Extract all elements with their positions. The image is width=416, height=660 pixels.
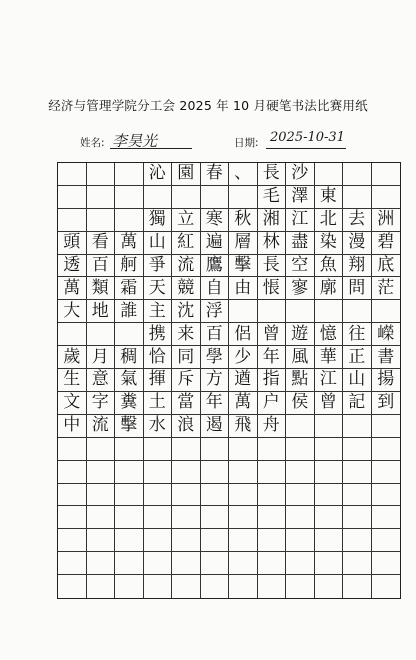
grid-cell [258, 575, 287, 598]
grid-cell: 百 [87, 255, 116, 278]
grid-cell [229, 300, 258, 323]
grid-cell: 舸 [115, 255, 144, 278]
grid-cell: 憶 [315, 323, 344, 346]
grid-cell [87, 552, 116, 575]
grid-cell [343, 461, 372, 484]
grid-cell: 底 [372, 255, 401, 278]
grid-cell: 長 [258, 255, 287, 278]
grid-cell: 、 [229, 163, 258, 186]
grid-cell [201, 529, 230, 552]
grid-cell [343, 484, 372, 507]
grid-cell [315, 461, 344, 484]
grid-cell [229, 461, 258, 484]
grid-cell: 揚 [372, 369, 401, 392]
grid-cell [115, 186, 144, 209]
grid-cell: 斥 [172, 369, 201, 392]
grid-cell: 紅 [172, 232, 201, 255]
grid-cell: 去 [343, 209, 372, 232]
writing-grid [57, 162, 401, 599]
grid-cell [115, 552, 144, 575]
date-underline [266, 148, 346, 149]
grid-cell: 類 [87, 277, 116, 300]
grid-cell [315, 484, 344, 507]
grid-cell [315, 300, 344, 323]
grid-cell [229, 552, 258, 575]
grid-cell: 魚 [315, 255, 344, 278]
grid-cell: 園 [172, 163, 201, 186]
grid-cell: 擊 [229, 255, 258, 278]
grid-cell [87, 209, 116, 232]
grid-cell: 霜 [115, 277, 144, 300]
grid-cell [58, 506, 87, 529]
grid-cell: 飛 [229, 415, 258, 438]
grid-cell: 悵 [258, 277, 287, 300]
grid-cell [144, 438, 173, 461]
grid-cell [372, 186, 401, 209]
grid-cell: 廓 [315, 277, 344, 300]
grid-cell [87, 323, 116, 346]
grid-cell: 問 [343, 277, 372, 300]
grid-cell: 江 [286, 209, 315, 232]
grid-cell [115, 163, 144, 186]
grid-cell: 染 [315, 232, 344, 255]
grid-cell: 土 [144, 392, 173, 415]
grid-cell [115, 323, 144, 346]
grid-cell [87, 186, 116, 209]
grid-cell: 點 [286, 369, 315, 392]
grid-cell [201, 186, 230, 209]
grid-cell [315, 529, 344, 552]
grid-cell: 東 [315, 186, 344, 209]
grid-cell [201, 438, 230, 461]
grid-cell [172, 461, 201, 484]
grid-cell [258, 461, 287, 484]
grid-cell [144, 552, 173, 575]
grid-cell: 書 [372, 346, 401, 369]
grid-cell [115, 506, 144, 529]
grid-cell: 由 [229, 277, 258, 300]
grid-cell: 沙 [286, 163, 315, 186]
grid-cell: 正 [343, 346, 372, 369]
grid-cell: 北 [315, 209, 344, 232]
grid-cell: 萬 [58, 277, 87, 300]
grid-cell [229, 186, 258, 209]
grid-cell: 獨 [144, 209, 173, 232]
grid-cell: 茫 [372, 277, 401, 300]
grid-cell [229, 575, 258, 598]
grid-cell: 空 [286, 255, 315, 278]
grid-cell [372, 163, 401, 186]
grid-cell [372, 506, 401, 529]
grid-cell [87, 484, 116, 507]
grid-cell: 爭 [144, 255, 173, 278]
grid-cell: 風 [286, 346, 315, 369]
grid-cell: 年 [258, 346, 287, 369]
grid-cell: 浮 [201, 300, 230, 323]
grid-cell: 學 [201, 346, 230, 369]
grid-cell [343, 300, 372, 323]
grid-cell [201, 552, 230, 575]
grid-cell: 意 [87, 369, 116, 392]
grid-cell: 層 [229, 232, 258, 255]
grid-cell: 来 [172, 323, 201, 346]
grid-cell: 月 [87, 346, 116, 369]
grid-cell [144, 506, 173, 529]
grid-cell: 字 [87, 392, 116, 415]
grid-cell: 大 [58, 300, 87, 323]
grid-cell: 侯 [286, 392, 315, 415]
grid-cell: 浪 [172, 415, 201, 438]
grid-cell [315, 163, 344, 186]
grid-cell: 萬 [115, 232, 144, 255]
grid-cell [343, 552, 372, 575]
date-label: 日期: [234, 137, 259, 149]
grid-cell [172, 438, 201, 461]
grid-cell: 到 [372, 392, 401, 415]
grid-cell [315, 575, 344, 598]
grid-cell: 遒 [229, 369, 258, 392]
grid-cell: 華 [315, 346, 344, 369]
grid-cell: 碧 [372, 232, 401, 255]
grid-cell [144, 575, 173, 598]
grid-cell: 漫 [343, 232, 372, 255]
name-label: 姓名: [80, 137, 105, 149]
page-title: 经济与管理学院分工会 2025 年 10 月硬笔书法比赛用纸 [48, 98, 368, 113]
grid-cell [201, 506, 230, 529]
grid-cell [372, 529, 401, 552]
grid-cell [172, 552, 201, 575]
grid-cell: 頭 [58, 232, 87, 255]
grid-cell [229, 529, 258, 552]
grid-cell [87, 529, 116, 552]
grid-cell [372, 438, 401, 461]
grid-cell: 盡 [286, 232, 315, 255]
grid-cell: 氣 [115, 369, 144, 392]
grid-cell [372, 484, 401, 507]
grid-cell [58, 186, 87, 209]
grid-cell: 寥 [286, 277, 315, 300]
grid-cell [58, 484, 87, 507]
grid-cell [144, 529, 173, 552]
grid-cell [286, 300, 315, 323]
grid-cell [286, 484, 315, 507]
grid-cell [258, 300, 287, 323]
grid-cell [172, 186, 201, 209]
grid-cell [58, 438, 87, 461]
grid-cell [172, 575, 201, 598]
grid-cell: 競 [172, 277, 201, 300]
grid-cell [286, 552, 315, 575]
grid-cell [286, 506, 315, 529]
grid-cell [87, 438, 116, 461]
grid-cell [258, 438, 287, 461]
grid-cell [315, 438, 344, 461]
grid-cell [315, 552, 344, 575]
grid-cell [229, 484, 258, 507]
date-value: 2025-10-31 [270, 130, 345, 145]
grid-cell: 文 [58, 392, 87, 415]
grid-cell [315, 415, 344, 438]
grid-cell: 山 [343, 369, 372, 392]
grid-cell [372, 552, 401, 575]
grid-cell [258, 484, 287, 507]
grid-cell: 記 [343, 392, 372, 415]
grid-cell [258, 552, 287, 575]
grid-cell: 携 [144, 323, 173, 346]
grid-cell [87, 575, 116, 598]
grid-cell: 誰 [115, 300, 144, 323]
grid-cell: 揮 [144, 369, 173, 392]
grid-cell [115, 575, 144, 598]
grid-cell [286, 461, 315, 484]
grid-cell: 中 [58, 415, 87, 438]
grid-cell [172, 506, 201, 529]
grid-cell [343, 575, 372, 598]
grid-cell [343, 163, 372, 186]
grid-cell [87, 461, 116, 484]
grid-cell: 山 [144, 232, 173, 255]
grid-cell [372, 461, 401, 484]
grid-cell [372, 575, 401, 598]
grid-cell: 寒 [201, 209, 230, 232]
grid-cell: 往 [343, 323, 372, 346]
grid-cell: 自 [201, 277, 230, 300]
grid-cell: 林 [258, 232, 287, 255]
grid-cell [286, 438, 315, 461]
grid-cell [58, 552, 87, 575]
grid-cell: 鷹 [201, 255, 230, 278]
grid-cell [258, 529, 287, 552]
grid-cell: 稠 [115, 346, 144, 369]
grid-cell: 毛 [258, 186, 287, 209]
grid-cell [201, 484, 230, 507]
grid-cell [372, 300, 401, 323]
grid-cell [58, 163, 87, 186]
grid-cell: 歲 [58, 346, 87, 369]
grid-cell: 恰 [144, 346, 173, 369]
grid-cell: 當 [172, 392, 201, 415]
grid-cell [172, 529, 201, 552]
grid-cell [343, 186, 372, 209]
grid-cell: 沈 [172, 300, 201, 323]
grid-cell [201, 461, 230, 484]
grid-cell [343, 529, 372, 552]
grid-cell [58, 575, 87, 598]
grid-cell: 少 [229, 346, 258, 369]
grid-cell: 萬 [229, 392, 258, 415]
grid-cell [372, 415, 401, 438]
grid-cell: 江 [315, 369, 344, 392]
grid-cell: 曾 [315, 392, 344, 415]
grid-cell [58, 323, 87, 346]
grid-cell: 翔 [343, 255, 372, 278]
grid-cell: 同 [172, 346, 201, 369]
grid-cell [115, 484, 144, 507]
grid-cell: 生 [58, 369, 87, 392]
grid-cell: 嶸 [372, 323, 401, 346]
grid-cell [58, 529, 87, 552]
grid-cell [87, 163, 116, 186]
grid-cell: 看 [87, 232, 116, 255]
grid-cell: 天 [144, 277, 173, 300]
grid-cell: 長 [258, 163, 287, 186]
grid-cell: 湘 [258, 209, 287, 232]
grid-cell [115, 529, 144, 552]
grid-cell: 地 [87, 300, 116, 323]
grid-cell [286, 575, 315, 598]
grid-cell [144, 461, 173, 484]
grid-cell: 户 [258, 392, 287, 415]
grid-cell: 舟 [258, 415, 287, 438]
grid-cell: 主 [144, 300, 173, 323]
grid-cell: 侶 [229, 323, 258, 346]
grid-cell [286, 529, 315, 552]
grid-cell: 糞 [115, 392, 144, 415]
grid-cell [286, 415, 315, 438]
grid-cell: 透 [58, 255, 87, 278]
grid-cell [144, 186, 173, 209]
grid-cell: 流 [172, 255, 201, 278]
grid-cell [201, 575, 230, 598]
grid-cell [343, 438, 372, 461]
grid-cell [58, 209, 87, 232]
grid-cell [115, 209, 144, 232]
grid-cell: 遏 [201, 415, 230, 438]
grid-cell [58, 461, 87, 484]
grid-cell [115, 438, 144, 461]
grid-cell [258, 506, 287, 529]
grid-cell [343, 506, 372, 529]
grid-cell: 水 [144, 415, 173, 438]
grid-cell [87, 506, 116, 529]
name-value: 李昊光 [112, 132, 158, 150]
grid-cell [229, 506, 258, 529]
grid-cell: 百 [201, 323, 230, 346]
grid-cell: 曾 [258, 323, 287, 346]
grid-cell: 立 [172, 209, 201, 232]
grid-cell [172, 484, 201, 507]
grid-cell [144, 484, 173, 507]
grid-cell [315, 506, 344, 529]
grid-cell: 流 [87, 415, 116, 438]
grid-cell: 年 [201, 392, 230, 415]
grid-cell: 遍 [201, 232, 230, 255]
grid-cell: 澤 [286, 186, 315, 209]
grid-cell: 洲 [372, 209, 401, 232]
grid-cell: 指 [258, 369, 287, 392]
name-underline [110, 148, 192, 149]
grid-cell: 春 [201, 163, 230, 186]
grid-cell: 方 [201, 369, 230, 392]
grid-cell: 沁 [144, 163, 173, 186]
grid-cell [343, 415, 372, 438]
grid-cell [229, 438, 258, 461]
grid-cell [115, 461, 144, 484]
grid-cell: 秋 [229, 209, 258, 232]
grid-cell: 遊 [286, 323, 315, 346]
grid-cell: 擊 [115, 415, 144, 438]
